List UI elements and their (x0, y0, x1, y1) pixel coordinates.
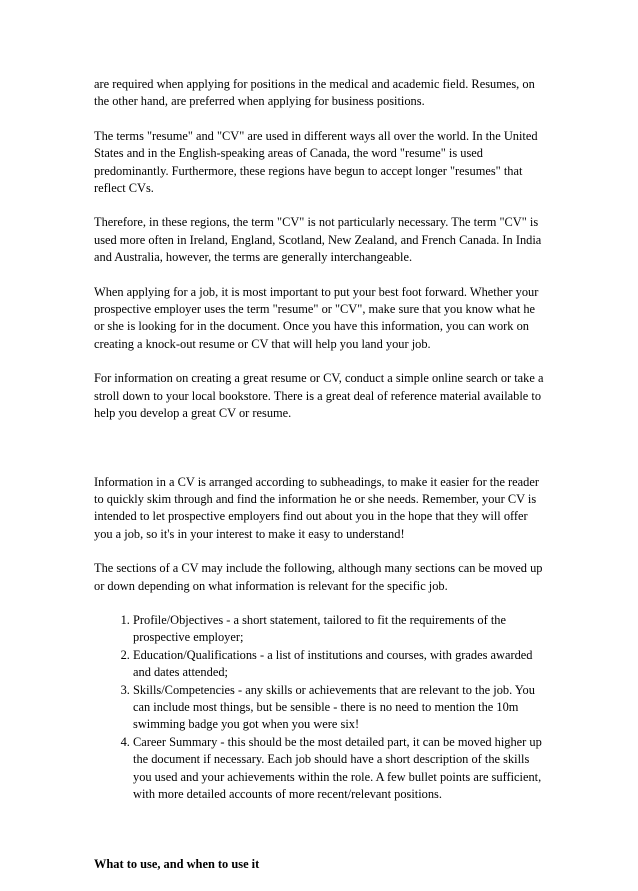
paragraph-information: For information on creating a great resume or CV, conduct a simple online search or take a stroll down to your local bookstore. There is a great deal of reference material available to help you develop a great CV or resume. (94, 371, 544, 421)
paragraph-medical-academic: are required when applying for positions in the medical and academic field. Resumes, on the other hand, are preferred when applying for business positions. (94, 77, 535, 109)
list-item-profile: 1. Profile/Objectives - a short statement, tailored to fit the requirements of the prospective employer; (133, 612, 546, 647)
document-body (94, 76, 546, 891)
cv-sections-list (94, 612, 546, 803)
list-item-skills: 3. Skills/Competencies - any skills or achievements that are relevant to the job. You can include most things, but be sensible - there is no need to mention the 10m swimming badge you got when you were six! (133, 682, 546, 734)
list-item-education: 2. Education/Qualifications - a list of institutions and courses, with grades awarded and dates attended; (133, 647, 546, 682)
section-heading: What to use, and when to use it (94, 857, 260, 872)
paragraph-cv-sections: The sections of a CV may include the following, although many sections can be moved up or down depending on what information is relevant for the specific job. (94, 561, 543, 593)
paragraph-applying: When applying for a job, it is most important to put your best foot forward. Whether your prospective employer uses the term "resume" or "CV", make sure that you know what he or she is looking for in the document. Once you have this information, you can work on creating a knock-out resume or CV that will help you land your job. (94, 284, 539, 351)
paragraph-terms-usage: The terms "resume" and "CV" are used in different ways all over the world. In the United States and in the English-speaking areas of Canada, the word "resume" is used predominantly. Furthermore, these regions have begun to accept longer "resumes" that reflect CVs. (94, 128, 538, 196)
list-item-career: 4. Career Summary - this should be the most detailed part, it can be moved higher up the document if necessary. Each job should have a short description of the skills you used and your achievements within the role. A few bullet points are sufficient, with more detailed accounts of more recent/relevant positions. (133, 734, 546, 804)
paragraph-regions: Therefore, in these regions, the term "CV" is not particularly necessary. The term "CV" is used more often in Ireland, England, Scotland, New Zealand, and French Canada. In India and Australia, however, the terms are generally interchangeable. (94, 215, 542, 265)
paragraph-cv-arrangement: Information in a CV is arranged according to subheadings, to make it easier for the reader to quickly skim through and find the information he or she needs. Remember, your CV is intended to let prospective employers find out about you in the hope that they will offer you a job, so it's in your interest to make it easy to understand! (94, 474, 539, 541)
section-gap (94, 440, 546, 474)
